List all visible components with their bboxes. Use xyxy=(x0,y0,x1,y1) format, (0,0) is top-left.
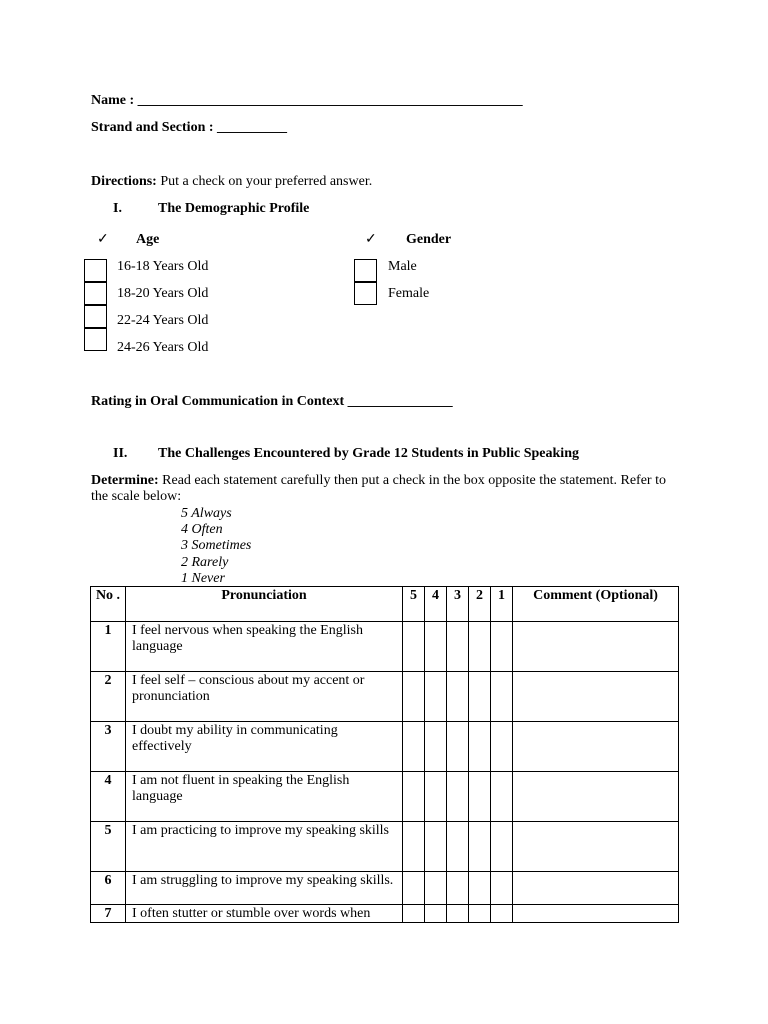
rating-cell-4[interactable] xyxy=(425,722,447,772)
rating-cell-4[interactable] xyxy=(425,622,447,672)
rating-cell-2[interactable] xyxy=(469,822,491,872)
table-row xyxy=(91,722,679,772)
rating-cell-2[interactable] xyxy=(469,672,491,722)
row-number: 3 xyxy=(91,722,126,772)
scale-item: 5 Always xyxy=(181,506,232,521)
rating-cell-5[interactable] xyxy=(403,622,425,672)
rating-cell-3[interactable] xyxy=(447,722,469,772)
header-no: No . xyxy=(91,587,126,622)
table-row xyxy=(91,905,679,923)
strand-section-field-label: Strand and Section : __________ xyxy=(91,120,288,135)
comment-cell[interactable] xyxy=(513,872,679,905)
age-check-mark: ✓ xyxy=(97,232,109,247)
determine-text: Read each statement carefully then put a check in the box opposite the statement. Refer to the scale below: xyxy=(91,473,666,504)
comment-cell[interactable] xyxy=(513,905,679,923)
gender-checkbox-male[interactable] xyxy=(354,259,377,282)
header-comment: Comment (Optional) xyxy=(513,587,679,622)
row-number: 4 xyxy=(91,772,126,822)
rating-cell-1[interactable] xyxy=(491,622,513,672)
comment-cell[interactable] xyxy=(513,622,679,672)
rating-cell-3[interactable] xyxy=(447,772,469,822)
rating-cell-4[interactable] xyxy=(425,822,447,872)
rating-cell-2[interactable] xyxy=(469,622,491,672)
gender-option-label: Female xyxy=(388,286,430,301)
table-row xyxy=(91,822,679,872)
header-scale-2: 2 xyxy=(469,587,491,622)
table-header-row xyxy=(91,587,679,622)
gender-checkbox-female[interactable] xyxy=(354,282,377,305)
rating-cell-2[interactable] xyxy=(469,872,491,905)
rating-cell-1[interactable] xyxy=(491,822,513,872)
row-statement: I am not fluent in speaking the English language xyxy=(126,772,403,822)
scale-item: 2 Rarely xyxy=(181,555,229,570)
part1-title: The Demographic Profile xyxy=(158,201,310,216)
name-field-label: Name : _______________________________________________________ xyxy=(91,93,523,108)
rating-cell-4[interactable] xyxy=(425,672,447,722)
rating-cell-2[interactable] xyxy=(469,772,491,822)
rating-cell-1[interactable] xyxy=(491,772,513,822)
rating-cell-5[interactable] xyxy=(403,722,425,772)
age-checkbox-22-24[interactable] xyxy=(84,305,107,328)
age-checkbox-18-20[interactable] xyxy=(84,282,107,305)
rating-cell-5[interactable] xyxy=(403,872,425,905)
part1-numeral: I. xyxy=(113,201,122,216)
age-checkbox-16-18[interactable] xyxy=(84,259,107,282)
rating-cell-1[interactable] xyxy=(491,722,513,772)
row-statement: I am struggling to improve my speaking skills. xyxy=(126,872,403,905)
scale-item: 4 Often xyxy=(181,522,223,537)
header-scale-3: 3 xyxy=(447,587,469,622)
header-scale-5: 5 xyxy=(403,587,425,622)
comment-cell[interactable] xyxy=(513,772,679,822)
rating-field-label: Rating in Oral Communication in Context _______________ xyxy=(91,394,453,409)
gender-check-mark: ✓ xyxy=(365,232,377,247)
rating-cell-3[interactable] xyxy=(447,822,469,872)
rating-cell-4[interactable] xyxy=(425,905,447,923)
rating-cell-5[interactable] xyxy=(403,905,425,923)
rating-cell-1[interactable] xyxy=(491,672,513,722)
age-option-label: 22-24 Years Old xyxy=(117,313,209,328)
rating-cell-2[interactable] xyxy=(469,905,491,923)
rating-cell-3[interactable] xyxy=(447,905,469,923)
rating-cell-5[interactable] xyxy=(403,772,425,822)
part2-title: The Challenges Encountered by Grade 12 Students in Public Speaking xyxy=(158,446,579,461)
scale-item: 3 Sometimes xyxy=(181,538,252,553)
row-number: 5 xyxy=(91,822,126,872)
header-scale-1: 1 xyxy=(491,587,513,622)
age-checkbox-24-26[interactable] xyxy=(84,328,107,351)
comment-cell[interactable] xyxy=(513,672,679,722)
table-row xyxy=(91,872,679,905)
rating-cell-4[interactable] xyxy=(425,772,447,822)
comment-cell[interactable] xyxy=(513,722,679,772)
row-number: 7 xyxy=(91,905,126,923)
row-statement: I am practicing to improve my speaking skills xyxy=(126,822,403,872)
rating-cell-4[interactable] xyxy=(425,872,447,905)
scale-item: 1 Never xyxy=(181,571,225,586)
row-statement: I feel self – conscious about my accent or pronunciation xyxy=(126,672,403,722)
age-option-label: 24-26 Years Old xyxy=(117,340,209,355)
table-row xyxy=(91,622,679,672)
rating-cell-5[interactable] xyxy=(403,672,425,722)
part2-numeral: II. xyxy=(113,446,128,461)
age-heading: Age xyxy=(136,232,160,247)
rating-cell-2[interactable] xyxy=(469,722,491,772)
age-option-label: 16-18 Years Old xyxy=(117,259,209,274)
determine-paragraph xyxy=(91,473,671,505)
directions-label: Directions: xyxy=(91,174,157,189)
gender-heading: Gender xyxy=(406,232,452,247)
directions-line xyxy=(91,174,372,190)
gender-option-label: Male xyxy=(388,259,417,274)
row-statement: I doubt my ability in communicating effectively xyxy=(126,722,403,772)
rating-cell-3[interactable] xyxy=(447,672,469,722)
rating-cell-1[interactable] xyxy=(491,872,513,905)
row-number: 2 xyxy=(91,672,126,722)
row-number: 1 xyxy=(91,622,126,672)
table-row xyxy=(91,672,679,722)
determine-label: Determine: xyxy=(91,473,159,488)
rating-cell-3[interactable] xyxy=(447,622,469,672)
row-statement: I feel nervous when speaking the English language xyxy=(126,622,403,672)
rating-cell-3[interactable] xyxy=(447,872,469,905)
age-option-label: 18-20 Years Old xyxy=(117,286,209,301)
rating-cell-1[interactable] xyxy=(491,905,513,923)
comment-cell[interactable] xyxy=(513,822,679,872)
directions-text: Put a check on your preferred answer. xyxy=(156,174,373,189)
header-pronunciation: Pronunciation xyxy=(126,587,403,622)
table-row xyxy=(91,772,679,822)
rating-cell-5[interactable] xyxy=(403,822,425,872)
header-scale-4: 4 xyxy=(425,587,447,622)
row-statement: I often stutter or stumble over words when xyxy=(126,905,403,923)
survey-table xyxy=(90,586,679,923)
row-number: 6 xyxy=(91,872,126,905)
